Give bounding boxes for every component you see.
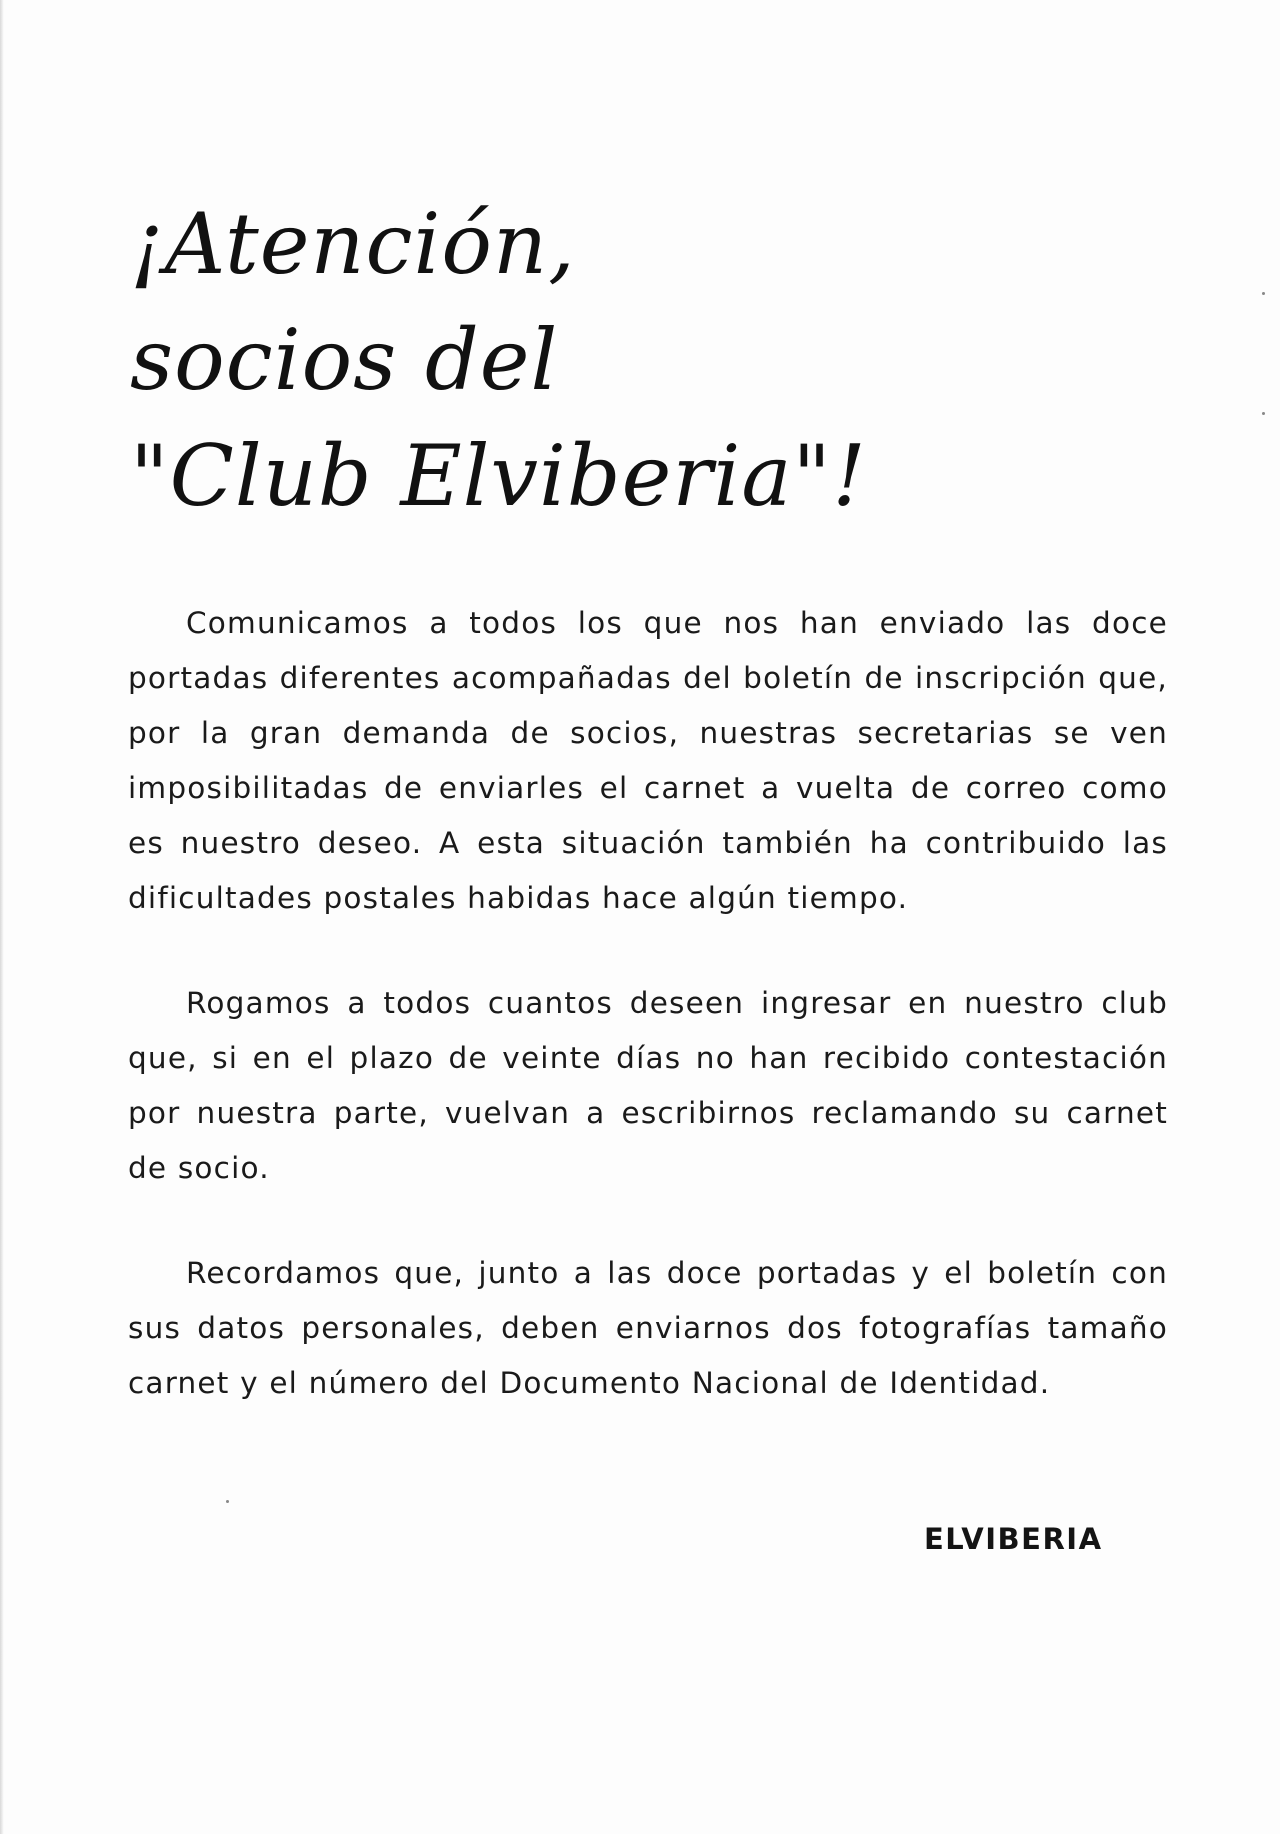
paragraph-request: Rogamos a todos cuantos deseen ingresar en nuestro club que, si en el plazo de veinte días no han recibido contestación por nuestra parte, vuelvan a escribirnos reclamando su carnet de socio.: [128, 986, 1168, 1185]
print-speck: [1262, 412, 1265, 415]
page-edge-shadow: [0, 0, 4, 1834]
title-line-2: socios del: [130, 311, 559, 409]
paragraph-communication: Comunicamos a todos los que nos han enviado las doce portadas diferentes acompañadas del boletín de inscripción que, por la gran demanda de socios, nuestras secretarias se ven imposibilitadas de enviarles el carnet a vuelta de correo como es nuestro deseo. A esta situación también ha contribuido las dificultades postales habidas hace algún tiempo.: [128, 606, 1168, 915]
signature: ELVIBERIA: [924, 1522, 1103, 1556]
paragraph-reminder: Recordamos que, junto a las doce portadas y el boletín con sus datos personales, deben enviarnos dos fotografías tamaño carnet y el número del Documento Nacional de Identidad.: [128, 1256, 1168, 1400]
announcement-body: [128, 596, 1168, 1461]
print-speck: [226, 1500, 229, 1503]
title-line-1: ¡Atención,: [130, 195, 576, 293]
announcement-title: [130, 186, 867, 534]
print-speck: [1262, 292, 1265, 295]
title-line-3: "Club Elviberia"!: [130, 427, 867, 525]
